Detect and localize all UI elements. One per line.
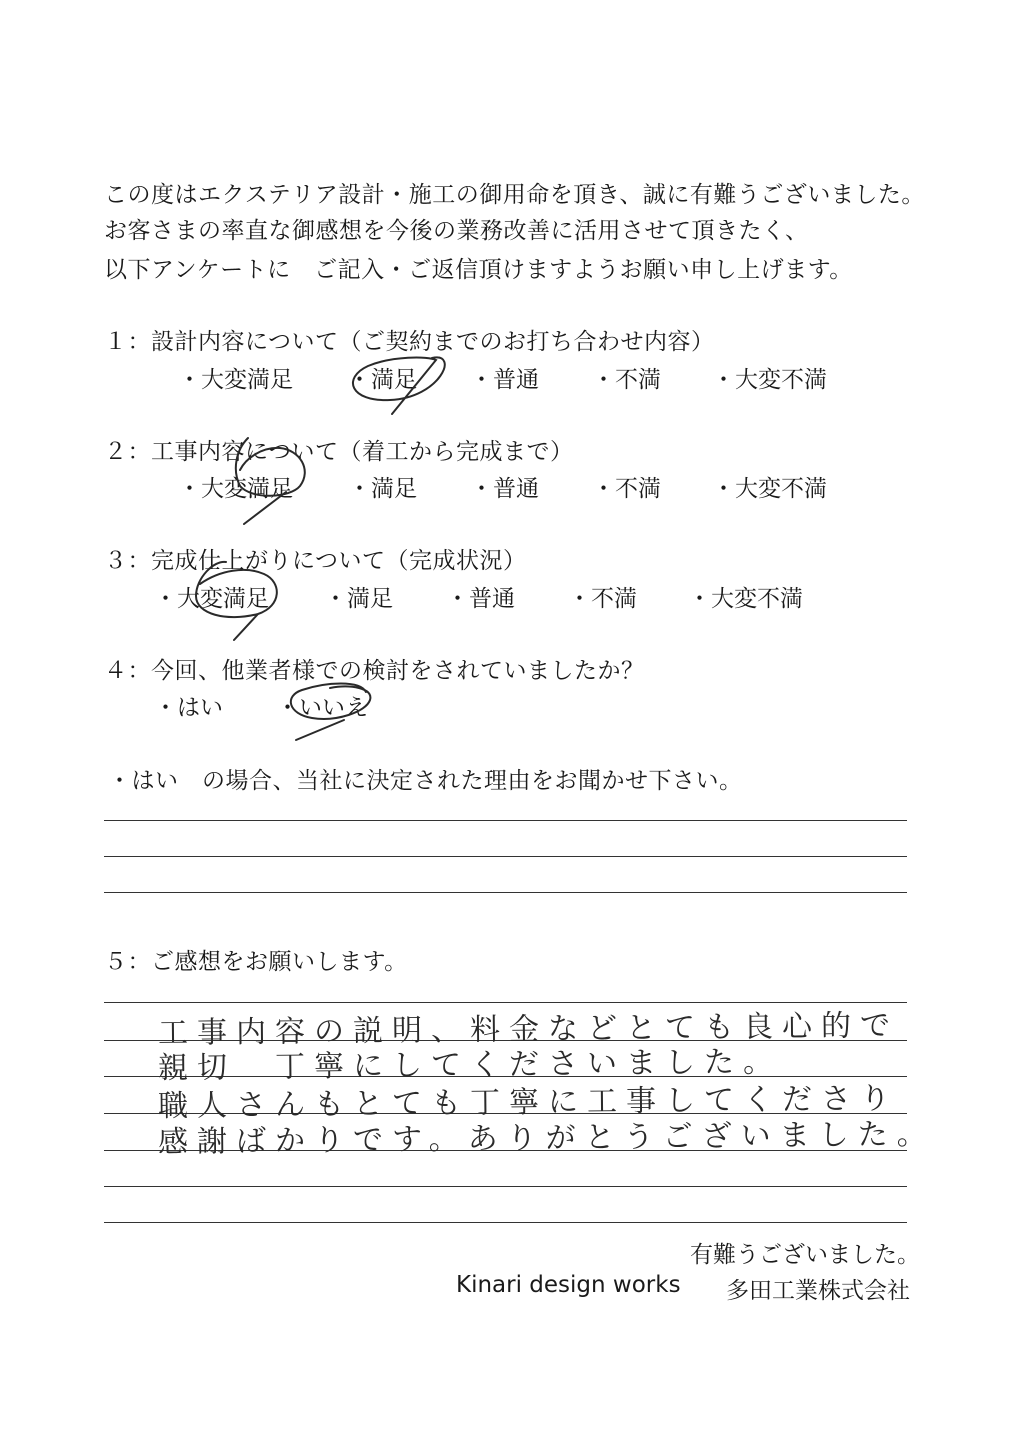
q3-option-satisfied[interactable]: ・満足 [324,586,393,612]
q1-option-normal[interactable]: ・普通 [470,367,539,393]
q2-option-very-satisfied[interactable]: ・大変満足 [178,476,293,502]
reason-line-2[interactable] [104,856,907,857]
q3-option-very-satisfied[interactable]: ・大変満足 [154,586,269,612]
question-4-title: ４：今回、他業者様での検討をされていましたか？ [104,658,645,684]
footer-company-en: Kinari design works [456,1272,681,1298]
footer-thanks: 有難うございました。 [690,1242,920,1268]
q1-option-very-dissatisfied[interactable]: ・大変不満 [712,367,827,393]
question-5-title: ５：ご感想をお願いします。 [104,949,408,975]
q3-option-dissatisfied[interactable]: ・不満 [568,586,637,612]
comment-line-7[interactable] [104,1222,907,1223]
reason-prompt: ・はい の場合、当社に決定された理由をお聞かせ下さい。 [108,768,743,794]
q3-option-normal[interactable]: ・普通 [446,586,515,612]
q4-option-no[interactable]: ・いいえ [276,695,368,721]
reason-line-1[interactable] [104,820,907,821]
q2-option-normal[interactable]: ・普通 [470,476,539,502]
q2-option-very-dissatisfied[interactable]: ・大変不満 [712,476,827,502]
intro-line-2: お客さまの率直な御感想を今後の業務改善に活用させて頂きたく、 [104,218,809,244]
footer-company-jp: 多田工業株式会社 [726,1278,910,1304]
question-2-title: ２：工事内容について（着工から完成まで） [104,439,574,465]
q2-option-dissatisfied[interactable]: ・不満 [592,476,661,502]
q1-option-very-satisfied[interactable]: ・大変満足 [178,367,293,393]
handwritten-comment-4: 感謝ばかりです。ありがとうございました。 [157,1116,936,1160]
reason-line-3[interactable] [104,892,907,893]
handwritten-comment-2: 親切 丁寧にしてくださいました。 [157,1044,783,1086]
handwritten-comment-3: 職人さんもとても丁寧に工事してくださり [157,1081,900,1124]
intro-line-1: この度はエクステリア設計・施工の御用命を頂き、誠に有難うございました。 [104,182,925,208]
q4-option-yes[interactable]: ・はい [154,695,223,721]
q3-option-very-dissatisfied[interactable]: ・大変不満 [688,586,803,612]
question-3-title: ３：完成仕上がりについて（完成状況） [104,548,527,574]
q1-option-satisfied[interactable]: ・満足 [348,367,417,393]
comment-line-6[interactable] [104,1186,907,1187]
question-1-title: １：設計内容について（ご契約までのお打ち合わせ内容） [104,329,715,355]
intro-line-3: 以下アンケートに ご記入・ご返信頂けますようお願い申し上げます。 [104,257,853,283]
handwritten-comment-1: 工事内容の説明、料金などとても良心的で [157,1008,900,1051]
q1-option-dissatisfied[interactable]: ・不満 [592,367,661,393]
q2-option-satisfied[interactable]: ・満足 [348,476,417,502]
